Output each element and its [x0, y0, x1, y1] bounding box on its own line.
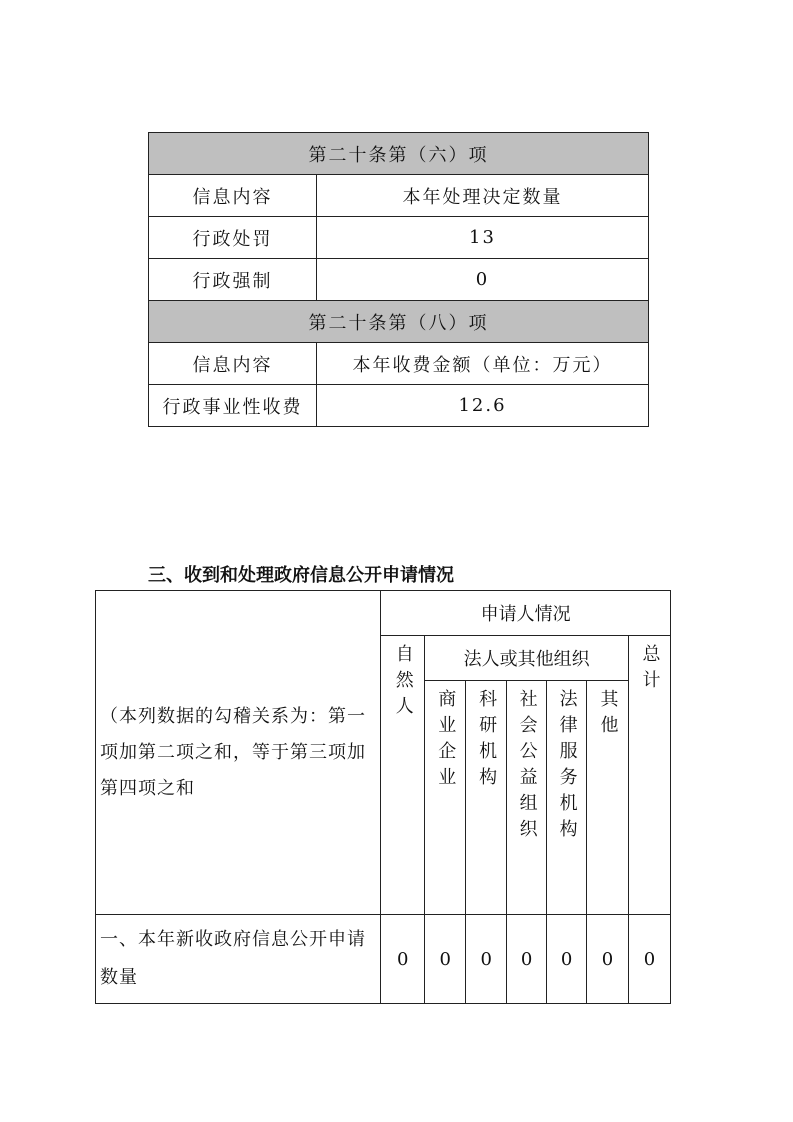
row-label: 一、本年新收政府信息公开申请数量 [96, 915, 381, 1004]
table-row [149, 385, 649, 427]
cell-legal-service: 0 [547, 915, 587, 1004]
application-table [95, 590, 671, 1004]
reconciliation-note: （本列数据的勾稽关系为：第一项加第二项之和，等于第三项加第四项之和 [96, 591, 381, 915]
cell-research: 0 [466, 915, 507, 1004]
applicant-header: 申请人情况 [381, 591, 671, 636]
cell-natural-person: 0 [381, 915, 425, 1004]
header-label: 信息内容 [149, 175, 317, 217]
fee-header-label: 信息内容 [149, 343, 317, 385]
disclosure-table-article20 [148, 132, 649, 427]
fee-header-value: 本年收费金额（单位：万元） [317, 343, 649, 385]
fee-row-label: 行政事业性收费 [149, 385, 317, 427]
cell-commercial: 0 [425, 915, 466, 1004]
header-value: 本年处理决定数量 [317, 175, 649, 217]
col-research: 科研机构 [466, 681, 507, 915]
col-other: 其他 [587, 681, 629, 915]
col-legal-service: 法律服务机构 [547, 681, 587, 915]
row-value: 13 [317, 217, 649, 259]
row-label: 行政强制 [149, 259, 317, 301]
table-row [149, 259, 649, 301]
col-total: 总计 [629, 636, 671, 915]
section-6-title: 第二十条第（六）项 [149, 133, 649, 175]
col-natural-person: 自然人 [381, 636, 425, 915]
cell-other: 0 [587, 915, 629, 1004]
col-commercial: 商业企业 [425, 681, 466, 915]
table-row [96, 915, 671, 1004]
col-social-welfare: 社会公益组织 [507, 681, 547, 915]
cell-social-welfare: 0 [507, 915, 547, 1004]
section-8-title: 第二十条第（八）项 [149, 301, 649, 343]
row-value: 0 [317, 259, 649, 301]
row-label: 行政处罚 [149, 217, 317, 259]
table-row [149, 217, 649, 259]
legal-header: 法人或其他组织 [425, 636, 629, 681]
cell-total: 0 [629, 915, 671, 1004]
fee-row-value: 12.6 [317, 385, 649, 427]
section-3-heading: 三、收到和处理政府信息公开申请情况 [148, 565, 454, 586]
